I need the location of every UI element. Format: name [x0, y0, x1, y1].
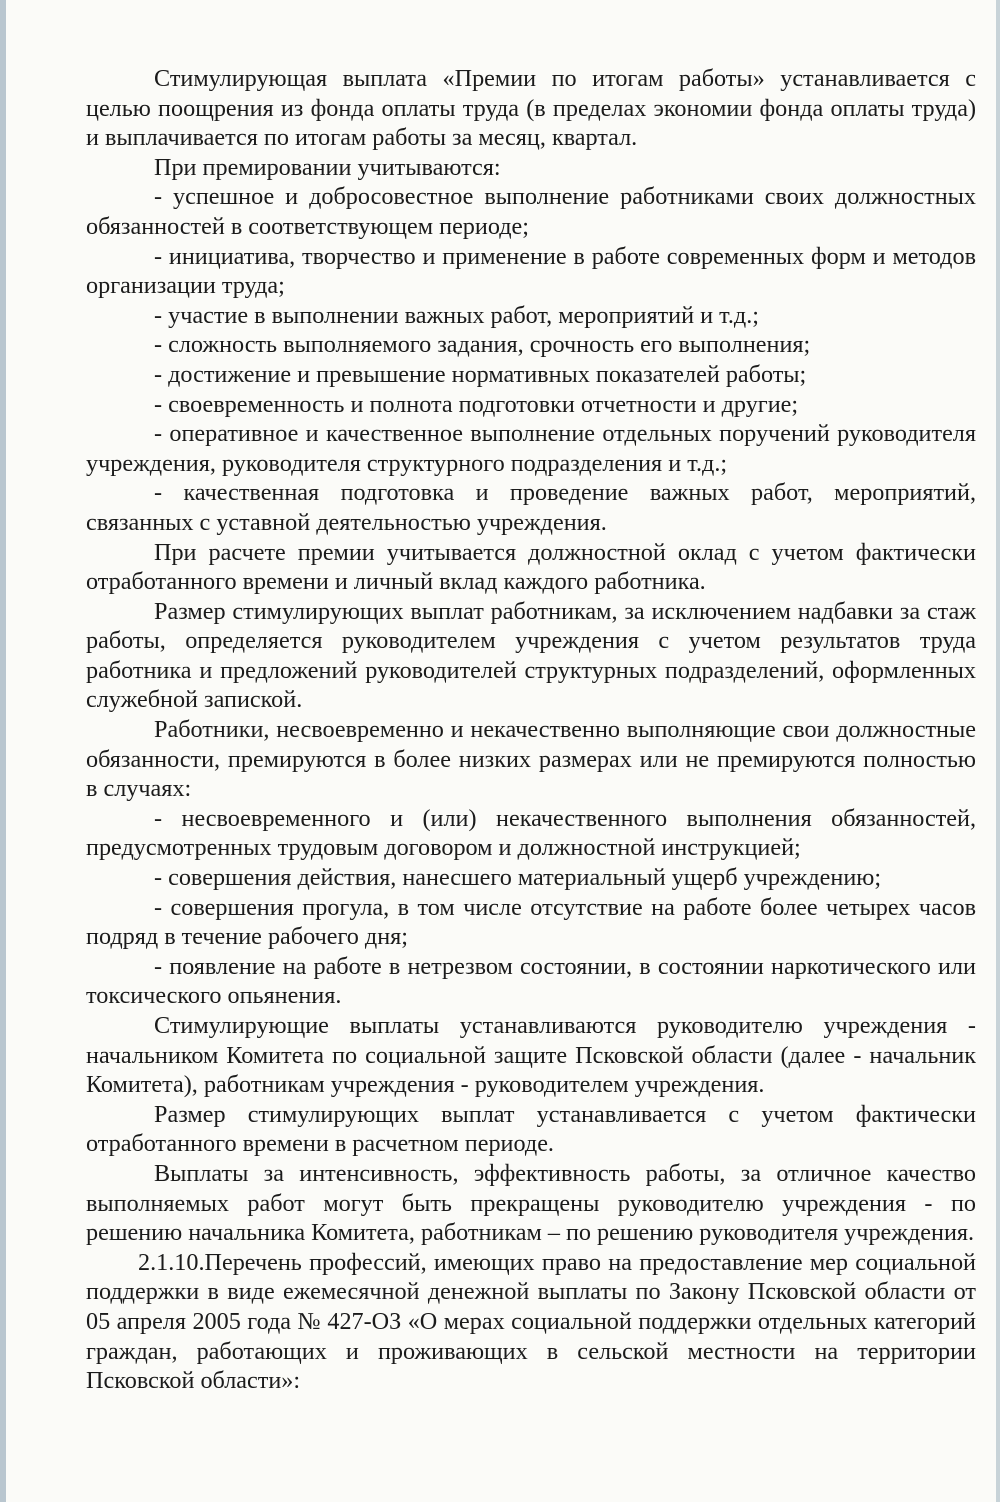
- list-item-violation: - появление на работе в нетрезвом состоянии, в состоянии наркотического или токсического опьянения.: [86, 952, 976, 1010]
- list-item-violation: - несвоевременного и (или) некачественного выполнения обязанностей, предусмотренных трудовым договором и должностной инструкцией;: [86, 804, 976, 862]
- list-item-violation: - совершения прогула, в том числе отсутствие на работе более четырех часов подряд в течение рабочего дня;: [86, 893, 976, 951]
- paragraph-premium-criteria-intro: При премировании учитываются:: [154, 153, 501, 181]
- list-item-criterion: - достижение и превышение нормативных показателей работы;: [154, 360, 807, 388]
- paragraph-payment-size: Размер стимулирующих выплат работникам, за исключением надбавки за стаж работы, определяется руководителем учреждения с учетом результатов труда работника и предложений руководителей структурных подразделений, оформленных служебной запиской.: [86, 597, 976, 714]
- paragraph-who-sets-payments: Стимулирующие выплаты устанавливаются руководителю учреждения - начальником Комитета по социальной защите Псковской области (далее - начальник Комитета), работникам учреждения - руководителем учреждения.: [86, 1012, 976, 1099]
- document-body: [86, 64, 976, 1396]
- list-item-criterion: - сложность выполняемого задания, срочность его выполнения;: [154, 331, 811, 359]
- list-item-violation: - совершения действия, нанесшего материальный ущерб учреждению;: [154, 864, 882, 892]
- list-item-criterion: - инициатива, творчество и применение в работе современных форм и методов организации труда;: [86, 242, 976, 300]
- paragraph-payment-period: Размер стимулирующих выплат устанавливается с учетом фактически отработанного времени в расчетном периоде.: [86, 1100, 976, 1158]
- list-item-criterion: - своевременность и полнота подготовки отчетности и другие;: [154, 390, 799, 418]
- paragraph-reduced-premium-intro: Работники, несвоевременно и некачественно выполняющие свои должностные обязанности, премируются в более низких размерах или не премируются полностью в случаях:: [86, 716, 976, 803]
- paragraph-payment-termination: Выплаты за интенсивность, эффективность работы, за отличное качество выполняемых работ могут быть прекращены руководителю учреждения - по решению начальника Комитета, работникам – по решению руководителя учреждения.: [86, 1159, 976, 1247]
- list-item-criterion: - качественная подготовка и проведение важных работ, мероприятий, связанных с уставной деятельностью учреждения.: [86, 479, 976, 536]
- paragraph-premium-purpose: Стимулирующая выплата «Премии по итогам работы» устанавливается с целью поощрения из фонда оплаты труда (в пределах экономии фонда оплаты труда) и выплачивается по итогам работы за месяц, квартал.: [86, 65, 976, 152]
- paragraph-premium-calculation: При расчете премии учитывается должностной оклад с учетом фактически отработанного времени и личный вклад каждого работника.: [86, 538, 976, 596]
- list-item-criterion: - успешное и добросовестное выполнение работниками своих должностных обязанностей в соответствующем периоде;: [86, 183, 976, 240]
- list-item-criterion: - участие в выполнении важных работ, мероприятий и т.д.;: [154, 301, 759, 329]
- section-2-1-10-heading: 2.1.10.Перечень профессий, имеющих право на предоставление мер социальной поддержки в виде ежемесячной денежной выплаты по Закону Псковской области от 05 апреля 2005 года № 427-ОЗ «О мерах социальной поддержки отдельных категорий граждан, работающих и проживающих в сельской местности на территории Псковской области»:: [86, 1248, 976, 1395]
- list-item-criterion: - оперативное и качественное выполнение отдельных поручений руководителя учреждения, руководителя структурного подразделения и т.д.;: [86, 420, 976, 477]
